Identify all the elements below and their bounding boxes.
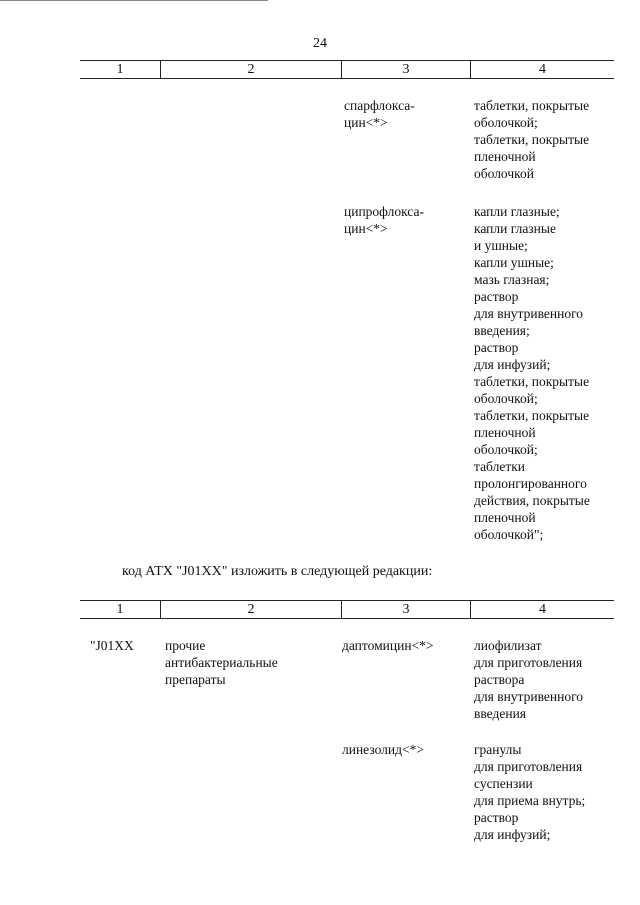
dosage-form-line: введения;	[474, 323, 530, 338]
dosage-form-line: раствора	[474, 672, 525, 687]
dosage-form-line: для приготовления	[474, 655, 583, 670]
dosage-form-line: таблетки, покрытые	[474, 98, 590, 113]
column-header-1: 1	[116, 62, 124, 77]
dosage-form-line: раствор	[474, 810, 519, 825]
table-header-2	[80, 600, 614, 619]
dosage-form-line: капли ушные;	[474, 255, 554, 270]
column-header-3: 3	[341, 601, 470, 618]
dosage-form-line: и ушные;	[474, 238, 528, 253]
dosage-form-line: суспензии	[474, 776, 533, 791]
drug-name-line: линезолид<*>	[342, 742, 424, 757]
dosage-form-line: раствор	[474, 340, 519, 355]
column-header-2: 2	[160, 601, 341, 618]
table-header-1	[80, 60, 614, 79]
dosage-forms-daptomycin	[474, 637, 583, 722]
dosage-form-line: оболочкой	[474, 166, 534, 181]
top-rule	[0, 0, 268, 1]
dosage-form-line: для инфузий;	[474, 357, 551, 372]
amendment-paragraph: код АТХ "J01XX" изложить в следующей редакции:	[122, 564, 433, 579]
dosage-form-line: введения	[474, 706, 527, 721]
column-header-2: 2	[160, 61, 341, 78]
dosage-form-line: раствор	[474, 289, 519, 304]
dosage-form-line: для приема внутрь;	[474, 793, 586, 808]
dosage-form-line: пленочной	[474, 510, 536, 525]
dosage-form-line: пленочной	[474, 425, 536, 440]
group-name-line: антибактериальные	[165, 655, 278, 670]
dosage-forms-ciprofloxacin	[474, 203, 590, 543]
column-header-3: 3	[341, 61, 470, 78]
drug-name-line: ципрофлокса-	[344, 204, 424, 219]
dosage-form-line: оболочкой;	[474, 442, 538, 457]
drug-name-sparfloxacin	[344, 97, 415, 131]
dosage-forms-linezolid	[474, 741, 585, 843]
atc-code: "J01XX	[90, 638, 134, 653]
group-name-line: прочие	[165, 638, 206, 653]
dosage-form-line: для внутривенного	[474, 306, 584, 321]
drug-name-line: цин<*>	[344, 221, 388, 236]
dosage-form-line: гранулы	[474, 742, 522, 757]
dosage-form-line: таблетки	[474, 459, 526, 474]
dosage-form-line: капли глазные	[474, 221, 556, 236]
dosage-form-line: капли глазные;	[474, 204, 560, 219]
dosage-form-line: действия, покрытые	[474, 493, 590, 508]
drug-name-line: спарфлокса-	[344, 98, 415, 113]
dosage-form-line: для внутривенного	[474, 689, 584, 704]
dosage-forms-sparfloxacin	[474, 97, 589, 182]
dosage-form-line: мазь глазная;	[474, 272, 550, 287]
dosage-form-line: пленочной	[474, 149, 536, 164]
drug-name-daptomycin	[342, 637, 434, 654]
column-header-1: 1	[116, 602, 124, 617]
atc-group-name	[165, 637, 278, 688]
dosage-form-line: таблетки, покрытые	[474, 408, 590, 423]
dosage-form-line: таблетки, покрытые	[474, 132, 590, 147]
dosage-form-line: пролонгированного	[474, 476, 587, 491]
drug-name-linezolid	[342, 741, 424, 758]
column-header-4: 4	[470, 601, 614, 618]
dosage-form-line: оболочкой";	[474, 527, 544, 542]
drug-name-ciprofloxacin	[344, 203, 424, 237]
drug-name-line: цин<*>	[344, 115, 388, 130]
page-number: 24	[313, 36, 327, 51]
dosage-form-line: лиофилизат	[474, 638, 542, 653]
drug-name-line: даптомицин<*>	[342, 638, 434, 653]
column-header-4: 4	[470, 61, 614, 78]
group-name-line: препараты	[165, 672, 226, 687]
dosage-form-line: для инфузий;	[474, 827, 551, 842]
dosage-form-line: для приготовления	[474, 759, 583, 774]
dosage-form-line: таблетки, покрытые	[474, 374, 590, 389]
dosage-form-line: оболочкой;	[474, 391, 538, 406]
dosage-form-line: оболочкой;	[474, 115, 538, 130]
